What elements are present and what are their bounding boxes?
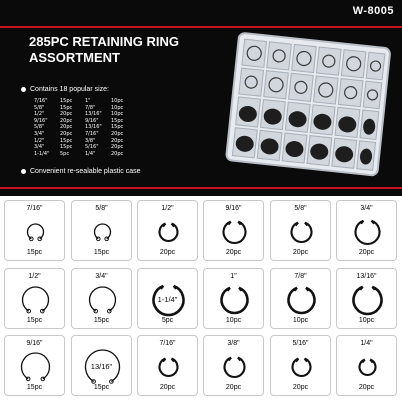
size-table-cell: 5/8": [34, 124, 45, 131]
size-table-row: [34, 98, 133, 105]
ring-size-label: 1": [230, 273, 237, 280]
size-table-cell: 10pc: [111, 98, 124, 104]
ring-count-label: 10pc: [358, 317, 375, 324]
bullet-contains: [21, 86, 109, 93]
size-table-cell: 9/16": [85, 117, 99, 124]
ring-size-label: 1/2": [28, 273, 41, 280]
ring-count-label: 20pc: [159, 384, 176, 391]
size-table-cell: 9/16": [34, 117, 48, 124]
size-table-row: [34, 105, 133, 112]
ring-cell: [137, 335, 198, 396]
ring-cell: [137, 268, 198, 329]
divider-bottom: [0, 187, 402, 189]
size-table-cell: 7/8": [85, 104, 96, 111]
ring-size-label: 7/16": [159, 340, 176, 347]
size-table-cell: 1/4": [85, 150, 96, 157]
ring-count-label: 20pc: [292, 249, 309, 256]
size-table-cell: 20pc: [60, 124, 73, 131]
size-table-row: [34, 144, 133, 151]
ring-cell: [71, 268, 132, 329]
bullet-dot-icon: [21, 87, 26, 92]
ring-count-label: 10pc: [292, 317, 309, 324]
ring-count-label: 20pc: [358, 384, 375, 391]
bullet-text: Convenient re-sealable plastic case: [30, 168, 141, 175]
size-table-cell: 15pc: [60, 137, 73, 144]
ring-size-label: 9/16": [225, 205, 242, 212]
size-table-cell: 7/16": [34, 98, 48, 104]
ring-size-label: 7/8": [294, 273, 307, 280]
size-table-row: [34, 111, 133, 118]
ring-size-label: 5/8": [294, 205, 307, 212]
ring-cell: [336, 200, 397, 261]
ring-cell: [270, 200, 331, 261]
ring-count-label: 15pc: [26, 249, 43, 256]
size-table-cell: 15pc: [60, 144, 73, 151]
ring-count-label: 20pc: [159, 249, 176, 256]
ring-size-label: 5/16": [292, 340, 309, 347]
title-line-2: ASSORTMENT: [29, 50, 120, 65]
size-table-row: [34, 138, 133, 145]
ring-cell: [270, 268, 331, 329]
bullet-dot-icon: [21, 169, 26, 174]
size-table-cell: 3/4": [34, 144, 45, 151]
ring-size-label: 9/16": [26, 340, 43, 347]
title-line-1: 285PC RETAINING RING: [29, 34, 180, 49]
size-table-row: [34, 131, 133, 138]
ring-count-label: 15pc: [93, 249, 110, 256]
ring-cell: [137, 200, 198, 261]
divider-top: [0, 26, 402, 28]
size-table-cell: 13/16": [85, 124, 102, 131]
ring-size-label: 3/8": [227, 340, 240, 347]
size-table-cell: 20pc: [111, 144, 124, 151]
ring-inner-size-label: 13/16": [90, 362, 113, 371]
size-table-cell: 5pc: [60, 150, 70, 157]
ring-cell: [4, 335, 65, 396]
ring-count-label: 15pc: [93, 384, 110, 391]
ring-size-label: 3/4": [360, 205, 373, 212]
size-table-cell: 1-1/4": [34, 150, 50, 157]
plastic-case-photo: [218, 32, 394, 180]
ring-size-label: 3/4": [95, 273, 108, 280]
product-banner: [0, 0, 402, 196]
ring-size-label: 5/8": [95, 205, 108, 212]
size-table-cell: 1/2": [34, 111, 45, 118]
size-table-cell: 15pc: [111, 124, 124, 131]
ring-count-label: 10pc: [225, 317, 242, 324]
model-number: W-8005: [352, 5, 394, 17]
size-table-row: [34, 151, 133, 158]
size-table: [34, 98, 133, 157]
size-table-cell: 20pc: [60, 111, 73, 118]
size-table-cell: 3/8": [85, 137, 96, 144]
size-table-cell: 20pc: [60, 130, 73, 137]
ring-inner-size-label: 1-1/4": [157, 295, 178, 304]
ring-cell: [336, 335, 397, 396]
size-table-cell: 1/2": [34, 137, 45, 144]
size-table-row: [34, 118, 133, 125]
size-table-cell: 10pc: [111, 104, 124, 111]
size-table-cell: 7/16": [85, 130, 99, 137]
size-table-cell: 1": [85, 98, 91, 104]
ring-count-label: 15pc: [26, 384, 43, 391]
ring-size-label: 1/4": [360, 340, 373, 347]
size-table-cell: 5/8": [34, 104, 45, 111]
ring-cell: [71, 200, 132, 261]
ring-count-label: 5pc: [161, 317, 174, 324]
bullet-text: Contains 18 popular size:: [30, 86, 109, 93]
ring-count-label: 20pc: [358, 249, 375, 256]
ring-count-label: 15pc: [93, 317, 110, 324]
size-table-cell: 20pc: [111, 150, 124, 157]
ring-grid: [0, 200, 402, 400]
product-title: [29, 34, 229, 66]
ring-cell: [4, 200, 65, 261]
ring-cell: [270, 335, 331, 396]
size-table-cell: 20pc: [111, 137, 124, 144]
bullet-case: [21, 168, 141, 175]
ring-count-label: 20pc: [225, 384, 242, 391]
ring-size-label: 7/16": [26, 205, 43, 212]
size-table-cell: 10pc: [111, 111, 124, 118]
ring-count-label: 20pc: [225, 249, 242, 256]
ring-cell: [203, 268, 264, 329]
size-table-cell: 20pc: [60, 117, 73, 124]
size-table-cell: 15pc: [60, 104, 73, 111]
ring-count-label: 20pc: [292, 384, 309, 391]
ring-cell: [71, 335, 132, 396]
size-table-cell: 5/16": [85, 144, 99, 151]
ring-cell: [203, 200, 264, 261]
ring-cell: [203, 335, 264, 396]
size-table-cell: 3/4": [34, 130, 45, 137]
size-table-cell: 13/16": [85, 111, 102, 118]
ring-count-label: 15pc: [26, 317, 43, 324]
size-table-row: [34, 124, 133, 131]
size-table-cell: 15pc: [111, 117, 124, 124]
ring-size-label: 1/2": [161, 205, 174, 212]
ring-cell: [4, 268, 65, 329]
size-table-cell: 15pc: [60, 98, 73, 104]
ring-cell: [336, 268, 397, 329]
size-table-cell: 20pc: [111, 130, 124, 137]
ring-size-label: 13/16": [356, 273, 377, 280]
